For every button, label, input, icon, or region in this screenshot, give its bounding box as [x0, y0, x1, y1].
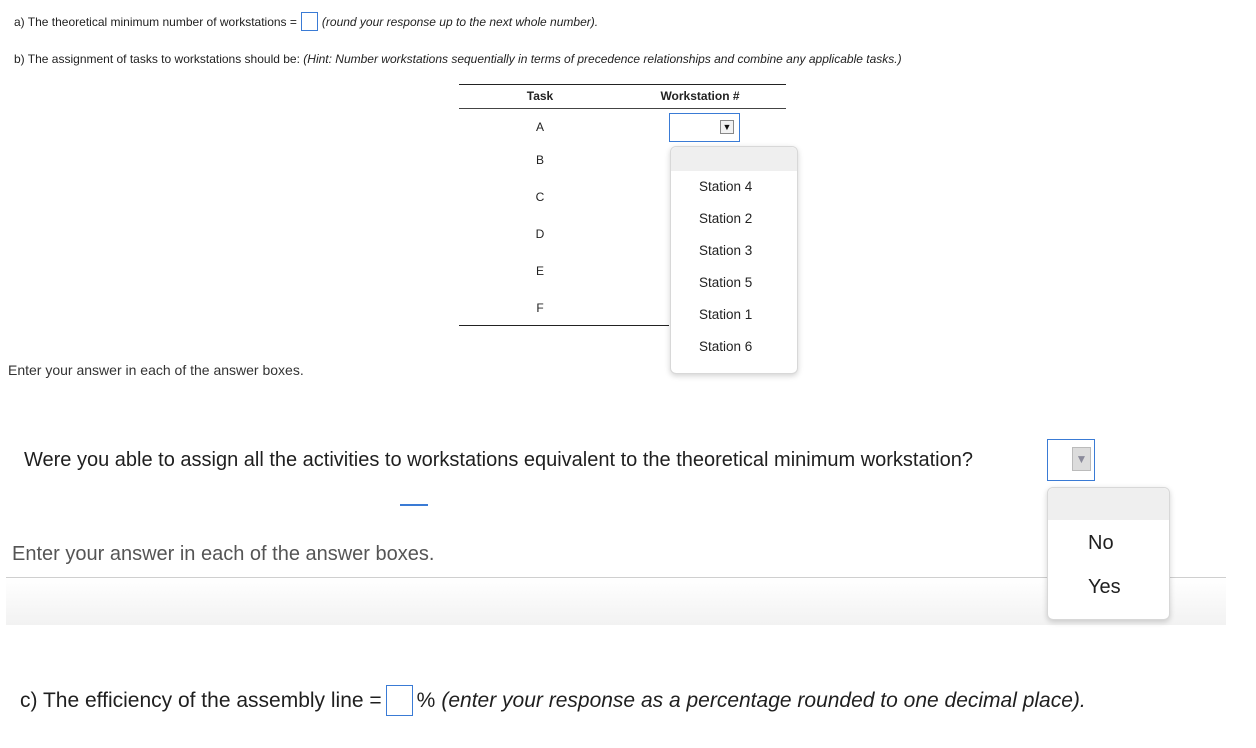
efficiency-input[interactable]: [386, 685, 413, 716]
dropdown-option-station-3[interactable]: Station 3: [699, 243, 753, 258]
task-cell-a: A: [535, 120, 544, 134]
yes-no-dropdown-list: [1047, 487, 1170, 620]
dropdown-option-yes[interactable]: Yes: [1088, 576, 1121, 598]
part-c-prefix: c) The efficiency of the assembly line =: [20, 688, 382, 712]
min-workstations-input[interactable]: [301, 12, 318, 31]
dropdown-highlight-empty-option[interactable]: [1048, 488, 1169, 520]
table-header-task: Task: [526, 89, 554, 103]
instructions-text: Enter your answer in each of the answer boxes.: [8, 362, 304, 378]
part-a-hint: (round your response up to the next whole number).: [321, 14, 599, 29]
table-top-rule: [459, 84, 786, 85]
focus-marker: [400, 504, 428, 506]
dropdown-option-station-1[interactable]: Station 1: [699, 307, 753, 322]
task-cell-f: F: [536, 301, 544, 315]
dropdown-option-station-4[interactable]: Station 4: [699, 179, 753, 194]
dropdown-arrow-icon[interactable]: ▼: [1072, 447, 1091, 471]
dropdown-option-station-5[interactable]: Station 5: [699, 275, 753, 290]
part-b-line: [14, 52, 902, 66]
table-header-rule: [459, 108, 786, 109]
part-a-line: [14, 12, 598, 31]
workstation-dropdown-list: [670, 146, 798, 374]
task-cell-e: E: [535, 264, 544, 278]
task-cell-c: C: [535, 190, 545, 204]
footer-band: [6, 578, 1226, 625]
dropdown-option-station-2[interactable]: Station 2: [699, 211, 753, 226]
workstation-select-task-a[interactable]: [669, 113, 740, 142]
part-b-hint: (Hint: Number workstations sequentially in terms of precedence relationships and combine any applicable tasks.): [303, 52, 902, 66]
table-header-workstation: Workstation #: [660, 89, 740, 103]
task-cell-b: B: [535, 153, 544, 167]
dropdown-option-no[interactable]: No: [1088, 532, 1114, 554]
part-c-hint: (enter your response as a percentage rounded to one decimal place).: [441, 688, 1086, 712]
dropdown-arrow-icon[interactable]: ▼: [720, 120, 734, 134]
dropdown-highlight-empty-option[interactable]: [671, 147, 797, 171]
yes-no-select[interactable]: [1047, 439, 1095, 481]
table-bottom-rule: [459, 325, 669, 326]
dropdown-option-station-6[interactable]: Station 6: [699, 339, 753, 354]
instructions-text-large: Enter your answer in each of the answer boxes.: [12, 543, 435, 565]
part-a-prefix: a) The theoretical minimum number of workstations =: [14, 14, 297, 29]
question-text: Were you able to assign all the activities to workstations equivalent to the theoretical minimum workstation?: [24, 449, 973, 471]
percent-sign: %: [416, 688, 436, 712]
part-b-prefix: b) The assignment of tasks to workstations should be:: [14, 52, 300, 66]
part-c-line: [20, 685, 1086, 716]
task-cell-d: D: [535, 227, 545, 241]
